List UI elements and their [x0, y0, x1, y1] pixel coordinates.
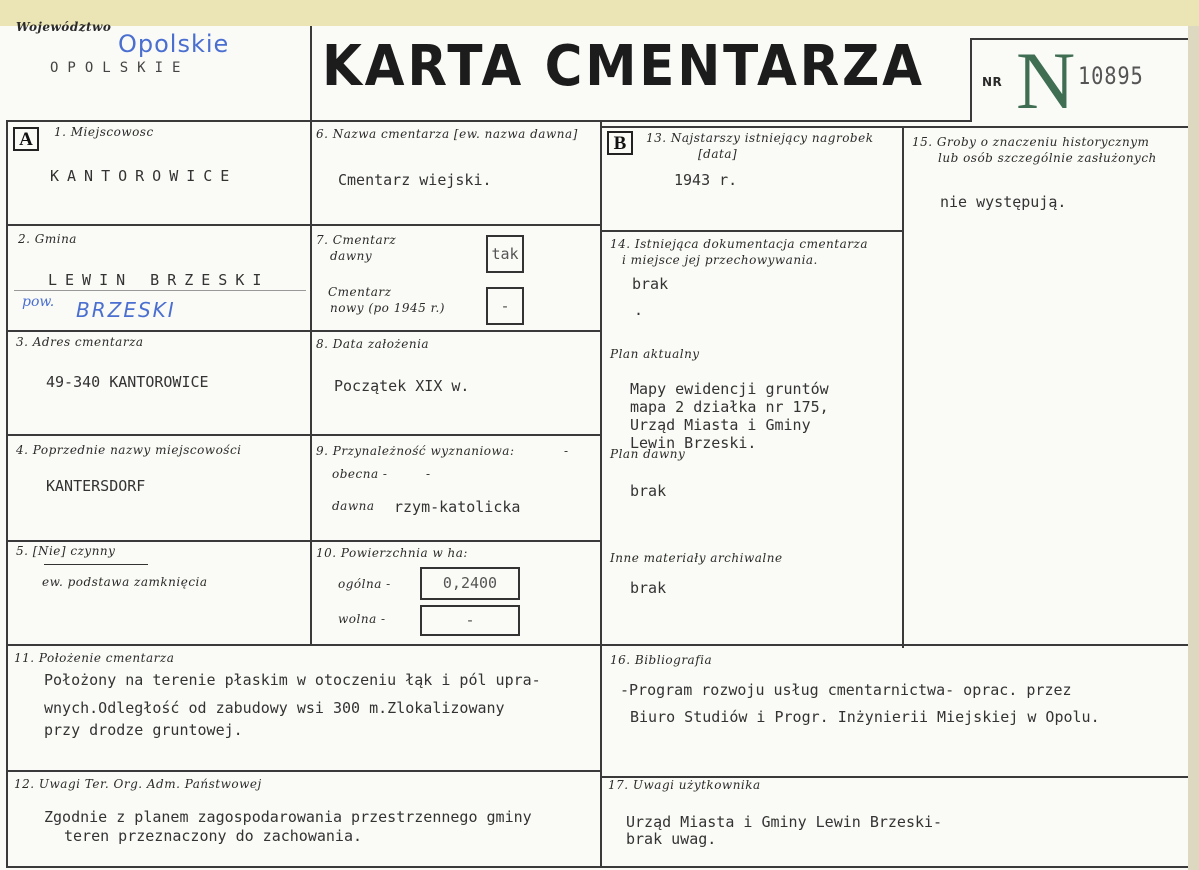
rule	[970, 38, 972, 122]
field-4-value: KANTERSDORF	[46, 477, 146, 495]
field-3-value: 49-340 KANTOROWICE	[46, 373, 209, 391]
rule	[6, 434, 600, 436]
field-14-value-2: .	[634, 301, 644, 319]
field-9-label-dash: -	[564, 444, 569, 458]
field-15-label-1: 15. Groby o znaczeniu historycznym	[912, 135, 1150, 149]
field-17-line-2: brak uwag.	[626, 830, 717, 848]
field-15-value: nie występują.	[940, 193, 1067, 211]
rule	[6, 224, 600, 226]
field-17-line-1: Urząd Miasta i Gminy Lewin Brzeski-	[626, 813, 943, 831]
field-12-label: 12. Uwagi Ter. Org. Adm. Państwowej	[14, 777, 262, 791]
field-5-sublabel: ew. podstawa zamknięcia	[42, 575, 208, 589]
wojewodztwo-label: Województwo	[16, 20, 112, 34]
field-1-value: KANTOROWICE	[50, 167, 238, 185]
field-12-line-1: Zgodnie z planem zagospodarowania przestrzennego gminy	[44, 808, 532, 826]
rule	[6, 330, 600, 332]
field-2-value: LEWIN BRZESKI	[48, 271, 270, 289]
field-5-label: 5. [Nie] czynny	[16, 544, 116, 558]
card-right-edge	[1188, 26, 1199, 870]
field-2-pow-label: pow.	[22, 294, 55, 310]
field-9-obecna-label: obecna -	[332, 467, 388, 481]
field-10-ogolna-box: 0,2400	[420, 567, 520, 600]
field-7-nowy-label-1: Cmentarz	[328, 285, 392, 299]
field-9-dawna-label: dawna	[332, 499, 375, 513]
field-13-label-2: [data]	[698, 147, 738, 161]
field-2-pow-value: BRZESKI	[76, 298, 176, 322]
field-6-value: Cmentarz wiejski.	[338, 171, 492, 189]
plan-aktualny-label: Plan aktualny	[610, 347, 700, 361]
field-9-label: 9. Przynależność wyznaniowa:	[316, 444, 515, 458]
rule	[6, 770, 600, 772]
plan-dawny-label: Plan dawny	[610, 447, 686, 461]
rule	[6, 120, 8, 868]
field-8-value: Początek XIX w.	[334, 377, 470, 395]
field-8-label: 8. Data założenia	[316, 337, 430, 351]
plan-aktualny-line-2: mapa 2 działka nr 175,	[630, 398, 829, 416]
inne-materialy-label: Inne materiały archiwalne	[610, 551, 783, 565]
rule	[600, 126, 1188, 128]
field-11-line-1: Położony na terenie płaskim w otoczeniu łąk i pól upra-	[44, 671, 541, 689]
field-11-label: 11. Położenie cmentarza	[14, 651, 175, 665]
rule	[6, 120, 970, 122]
field-11-line-2: wnych.Odległość od zabudowy wsi 300 m.Zlokalizowany	[44, 699, 505, 717]
rule	[6, 644, 1188, 646]
wojewodztwo-stamp: Opolskie	[118, 30, 230, 58]
field-2-underline	[14, 290, 306, 291]
field-9-dawna-value: rzym-katolicka	[394, 498, 521, 516]
page-title: KARTA CMENTARZA	[322, 34, 925, 99]
field-13-label-1: 13. Najstarszy istniejący nagrobek	[646, 131, 874, 145]
field-16-line-2: Biuro Studiów i Progr. Inżynierii Miejskiej w Opolu.	[630, 708, 1100, 726]
field-15-label-2: lub osób szczególnie zasłużonych	[938, 151, 1157, 165]
section-b-marker: B	[607, 131, 633, 155]
rule	[6, 540, 600, 542]
nr-letter: N	[1016, 35, 1076, 126]
plan-aktualny-line-3: Urząd Miasta i Gminy	[630, 416, 811, 434]
field-7-label-2: dawny	[330, 249, 373, 263]
rule	[600, 122, 602, 868]
field-14-value: brak	[632, 275, 669, 293]
field-9-obecna-value: -	[426, 467, 431, 481]
field-14-label-1: 14. Istniejąca dokumentacja cmentarza	[610, 237, 868, 251]
field-17-label: 17. Uwagi użytkownika	[608, 778, 761, 792]
field-7-nowy-box: -	[486, 287, 524, 325]
field-16-line-1: -Program rozwoju usług cmentarnictwa- oprac. przez	[620, 681, 1072, 699]
plan-dawny-value: brak	[630, 482, 667, 500]
field-16-label: 16. Bibliografia	[610, 653, 713, 667]
rule	[310, 26, 312, 646]
field-7-nowy-label-2: nowy (po 1945 r.)	[330, 301, 445, 315]
field-13-value: 1943 r.	[674, 171, 738, 189]
plan-aktualny-line-4: Lewin Brzeski.	[630, 434, 757, 452]
rule	[970, 38, 1188, 40]
field-10-label: 10. Powierzchnia w ha:	[316, 546, 468, 560]
field-7-label-1: 7. Cmentarz	[316, 233, 397, 247]
nr-number: 10895	[1078, 62, 1144, 90]
field-10-wolna-box: -	[420, 605, 520, 636]
field-4-label: 4. Poprzednie nazwy miejscowości	[16, 443, 242, 457]
plan-aktualny-line-1: Mapy ewidencji gruntów	[630, 380, 829, 398]
field-2-label: 2. Gmina	[18, 232, 77, 246]
field-3-label: 3. Adres cmentarza	[16, 335, 144, 349]
field-10-ogolna-label: ogólna -	[338, 577, 391, 591]
nr-label: NR	[982, 75, 1003, 89]
field-11-line-3: przy drodze gruntowej.	[44, 721, 243, 739]
field-14-label-2: i miejsce jej przechowywania.	[622, 253, 818, 267]
rule	[600, 230, 902, 232]
field-12-line-2: teren przeznaczony do zachowania.	[64, 827, 363, 845]
field-1-label: 1. Miejscowosc	[54, 125, 154, 139]
rule	[6, 866, 1188, 868]
wojewodztwo-value: OPOLSKIE	[50, 60, 190, 76]
inne-materialy-value: brak	[630, 579, 667, 597]
field-10-wolna-label: wolna -	[338, 612, 386, 626]
card-top-band	[0, 0, 1199, 26]
field-5-underline	[44, 564, 148, 565]
rule	[902, 126, 904, 648]
section-a-marker: A	[13, 127, 39, 151]
field-6-label: 6. Nazwa cmentarza [ew. nazwa dawna]	[316, 127, 578, 141]
field-7-dawny-box: tak	[486, 235, 524, 273]
